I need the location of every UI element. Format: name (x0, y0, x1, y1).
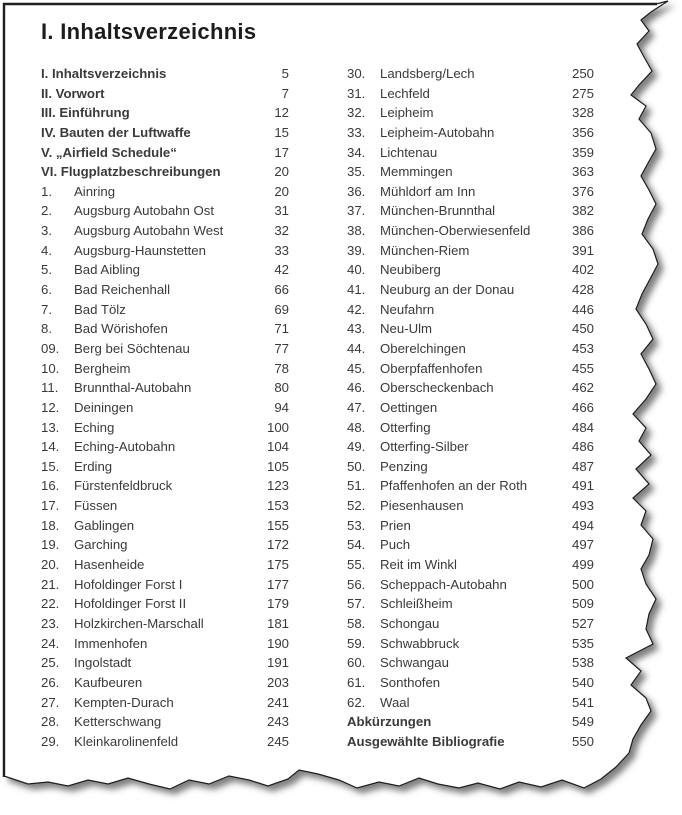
toc-entry-label: Lichtenau (380, 144, 438, 160)
toc-entry-label: I. Inhaltsverzeichnis (41, 66, 167, 81)
toc-entry-page: 77 (274, 340, 289, 356)
toc-entry-page: 190 (266, 635, 289, 651)
toc-entry (41, 575, 289, 595)
toc-entry-label: Füssen (74, 498, 118, 514)
toc-entry (347, 555, 594, 575)
toc-entry-number: 39. (347, 242, 366, 258)
toc-entry (347, 418, 594, 438)
toc-entry (347, 476, 594, 496)
toc-entry (41, 378, 289, 398)
toc-entry-label: Kaufbeuren (74, 674, 143, 690)
toc-entry-page: 42 (274, 262, 289, 278)
toc-entry-label: Ketterschwang (74, 714, 162, 730)
toc-entry-page: 181 (266, 615, 289, 631)
toc-entry (347, 143, 594, 163)
toc-entry-label: Ainring (74, 183, 116, 199)
toc-column-right (347, 64, 594, 751)
toc-entry-label: Augsburg Autobahn West (74, 223, 224, 239)
toc-entry-page: 7 (281, 85, 289, 101)
toc-entry (41, 516, 289, 536)
toc-entry-number: 26. (41, 674, 60, 690)
toc-entry-number: 57. (347, 596, 366, 612)
toc-entry (347, 221, 594, 241)
toc-entry-label: Gablingen (74, 517, 135, 533)
toc-entry-page: 241 (266, 694, 289, 710)
toc-entry-label: Ingolstadt (74, 655, 132, 671)
toc-entry-number: 52. (347, 498, 366, 514)
toc-entry-page: 177 (266, 576, 289, 592)
toc-entry-label: Immenhofen (74, 635, 148, 651)
toc-entry-label: Schleißheim (380, 596, 453, 612)
toc-entry-number: 29. (41, 733, 60, 749)
toc-entry-page: 20 (274, 164, 289, 180)
toc-entry-label: Schwangau (380, 655, 449, 671)
toc-entry-page: 541 (571, 694, 594, 710)
toc-entry-page: 428 (571, 282, 594, 298)
toc-entry-page: 450 (571, 321, 594, 337)
toc-entry-page: 5 (281, 66, 289, 81)
toc-entry-number: 50. (347, 458, 366, 474)
toc-entry-number: 34. (347, 144, 366, 160)
toc-entry (347, 653, 594, 673)
toc-entry-label: Lechfeld (380, 85, 430, 101)
toc-entry-page: 105 (266, 458, 289, 474)
toc-entry-label: III. Einführung (41, 105, 130, 121)
toc-entry-label: München-Riem (380, 242, 470, 258)
toc-entry-label: Oberpfaffenhofen (380, 360, 483, 376)
toc-entry-page: 484 (571, 419, 594, 435)
toc-entry (41, 143, 289, 163)
toc-entry-page: 80 (274, 380, 289, 396)
toc-entry (41, 398, 289, 418)
toc-entry-number: 40. (347, 262, 366, 278)
toc-entry-page: 20 (274, 183, 289, 199)
toc-entry (347, 182, 594, 202)
toc-entry-label: Eching (74, 419, 115, 435)
toc-entry (41, 614, 289, 634)
toc-column-left (41, 64, 289, 751)
toc-entry-number: 35. (347, 164, 366, 180)
toc-entry (347, 280, 594, 300)
toc-entry-label: Oettingen (380, 399, 438, 415)
toc-entry-number: 51. (347, 478, 366, 494)
toc-entry-label: Berg bei Söchtenau (74, 340, 190, 356)
toc-entry-page: 391 (571, 242, 594, 258)
toc-entry-number: 36. (347, 183, 366, 199)
toc-entry-label: Neufahrn (380, 301, 435, 317)
toc-entry-page: 245 (266, 733, 289, 749)
toc-entry (41, 555, 289, 575)
toc-entry-page: 275 (571, 85, 594, 101)
toc-entry-number: 20. (41, 557, 60, 573)
toc-entry-label: Kleinkarolinenfeld (74, 733, 179, 749)
toc-entry (347, 516, 594, 536)
toc-entry-label: Bad Aibling (74, 262, 140, 278)
toc-entry-page: 499 (571, 557, 594, 573)
toc-entry-page: 172 (266, 537, 289, 553)
toc-entry-number: 31. (347, 85, 366, 101)
toc-entry-page: 78 (274, 360, 289, 376)
toc-entry-number: 58. (347, 615, 366, 631)
toc-entry-number: 41. (347, 282, 366, 298)
toc-entry-page: 509 (571, 596, 594, 612)
toc-entry-number: 21. (41, 576, 60, 592)
toc-entry-page: 191 (266, 655, 289, 671)
toc-entry-label: Prien (380, 517, 411, 533)
toc-entry (41, 476, 289, 496)
toc-entry (347, 64, 594, 84)
toc-entry (347, 496, 594, 516)
toc-entry-number: 45. (347, 360, 366, 376)
toc-entry-page: 462 (571, 380, 594, 396)
toc-entry-page: 538 (571, 655, 594, 671)
toc-entry (41, 437, 289, 457)
toc-entry (41, 673, 289, 693)
toc-entry-number: 10. (41, 360, 60, 376)
toc-entry-page: 382 (571, 203, 594, 219)
toc-entry-page: 446 (571, 301, 594, 317)
toc-entry-label: Reit im Winkl (380, 557, 457, 573)
toc-entry (347, 575, 594, 595)
toc-entry-label: Otterfing (380, 419, 431, 435)
toc-entry (41, 300, 289, 320)
toc-entry (347, 673, 594, 693)
toc-entry-label: Bergheim (74, 360, 131, 376)
toc-entry (41, 260, 289, 280)
toc-entry-page: 250 (571, 66, 594, 81)
toc-entry (347, 712, 594, 732)
toc-entry-number: 11. (41, 380, 59, 396)
toc-entry-label: Neubiberg (380, 262, 441, 278)
toc-entry-number: 5. (41, 262, 52, 278)
toc-entry-label: Eching-Autobahn (74, 439, 176, 455)
toc-entry-label: Memmingen (380, 164, 453, 180)
toc-entry (41, 103, 289, 123)
toc-entry-number: 24. (41, 635, 60, 651)
toc-entry-label: Erding (74, 458, 113, 474)
toc-entry (41, 339, 289, 359)
page-title: I. Inhaltsverzeichnis (41, 19, 257, 44)
toc-entry-number: 6. (41, 282, 52, 298)
toc-entry (347, 732, 594, 752)
toc-entry-number: 47. (347, 399, 366, 415)
toc-entry-label: Kempten-Durach (74, 694, 174, 710)
toc-entry-number: 37. (347, 203, 366, 219)
toc-entry-number: 62. (347, 694, 366, 710)
toc-entry-label: München-Oberwiesenfeld (380, 223, 531, 239)
toc-entry-label: Bad Wörishofen (74, 321, 168, 337)
toc-entry (41, 221, 289, 241)
toc-entry-number: 09. (41, 340, 60, 356)
toc-entry-number: 30. (347, 66, 366, 81)
toc-entry-number: 54. (347, 537, 366, 553)
toc-entry (41, 359, 289, 379)
toc-entry-page: 535 (571, 635, 594, 651)
toc-entry-number: 22. (41, 596, 60, 612)
toc-entry (347, 123, 594, 143)
toc-entry-label: Augsburg Autobahn Ost (74, 203, 215, 219)
toc-entry-label: Oberscheckenbach (380, 380, 494, 396)
toc-entry-number: 4. (41, 242, 52, 258)
toc-entry-page: 123 (266, 478, 289, 494)
toc-entry (41, 693, 289, 713)
toc-entry-page: 71 (274, 321, 289, 337)
toc-entry (347, 693, 594, 713)
toc-entry-number: 2. (41, 203, 52, 219)
toc-entry-number: 32. (347, 105, 366, 121)
toc-entry (347, 260, 594, 280)
toc-entry-page: 66 (274, 282, 289, 298)
toc-entry-number: 38. (347, 223, 366, 239)
toc-entry-label: Hasenheide (74, 557, 145, 573)
toc-entry-page: 497 (571, 537, 594, 553)
toc-entry-page: 500 (571, 576, 594, 592)
toc-entry-label: Deiningen (74, 399, 134, 415)
toc-entry (347, 457, 594, 477)
toc-entry-page: 153 (266, 498, 289, 514)
toc-entry-number: 18. (41, 517, 60, 533)
toc-entry-page: 94 (274, 399, 289, 415)
toc-entry (41, 280, 289, 300)
toc-entry-page: 540 (571, 674, 594, 690)
toc-entry-label: Landsberg/Lech (380, 66, 475, 81)
toc-entry-number: 59. (347, 635, 366, 651)
toc-entry-number: 13. (41, 419, 60, 435)
toc-entry-label: Neuburg an der Donau (380, 282, 515, 298)
toc-entry (347, 378, 594, 398)
toc-entry-page: 453 (571, 340, 594, 356)
toc-entry (41, 201, 289, 221)
toc-entry-number: 1. (41, 183, 52, 199)
toc-entry-page: 31 (274, 203, 289, 219)
toc-entry (41, 64, 289, 84)
toc-entry (41, 496, 289, 516)
toc-entry (41, 535, 289, 555)
toc-entry-label: Brunnthal-Autobahn (74, 380, 192, 396)
toc-entry-label: Augsburg-Haunstetten (74, 242, 206, 258)
toc-entry (41, 712, 289, 732)
toc-entry (41, 123, 289, 143)
toc-entry-page: 466 (571, 399, 594, 415)
toc-entry-label: Holzkirchen-Marschall (74, 615, 204, 631)
toc-entry (347, 398, 594, 418)
toc-entry-label: Neu-Ulm (380, 321, 433, 337)
toc-entry-page: 494 (571, 517, 594, 533)
toc-entry-number: 33. (347, 124, 366, 140)
toc-entry-label: Sonthofen (380, 674, 441, 690)
toc-entry-page: 491 (571, 478, 594, 494)
toc-entry-label: Bad Reichenhall (74, 282, 171, 298)
toc-entry (41, 182, 289, 202)
toc-entry-label: Leipheim (380, 105, 434, 121)
toc-entry-number: 46. (347, 380, 366, 396)
toc-entry-number: 53. (347, 517, 366, 533)
toc-entry-label: Hofoldinger Forst II (74, 596, 187, 612)
toc-entry-page: 12 (274, 105, 289, 121)
toc-entry-number: 8. (41, 321, 52, 337)
toc-entry-page: 487 (571, 458, 594, 474)
toc-entry-number: 7. (41, 301, 52, 317)
toc-entry-number: 25. (41, 655, 60, 671)
toc-entry-page: 100 (266, 419, 289, 435)
toc-entry (41, 418, 289, 438)
toc-entry-page: 402 (571, 262, 594, 278)
toc-entry-page: 203 (266, 674, 289, 690)
toc-entry-page: 363 (571, 164, 594, 180)
toc-entry-number: 60. (347, 655, 366, 671)
toc-entry (347, 634, 594, 654)
toc-entry (347, 241, 594, 261)
toc-entry-page: 104 (266, 439, 289, 455)
toc-entry (347, 535, 594, 555)
toc-entry (41, 241, 289, 261)
toc-entry-label: Abkürzungen (347, 714, 432, 730)
toc-entry-number: 44. (347, 340, 366, 356)
toc-entry-number: 3. (41, 223, 52, 239)
toc-entry-label: V. „Airfield Schedule“ (41, 144, 177, 160)
toc-entry-number: 14. (41, 439, 60, 455)
toc-entry-number: 23. (41, 615, 60, 631)
toc-entry-number: 49. (347, 439, 366, 455)
toc-entry-number: 48. (347, 419, 366, 435)
toc-entry (41, 457, 289, 477)
toc-entry-page: 549 (571, 714, 594, 730)
toc-entry-number: 15. (41, 458, 60, 474)
toc-entry-label: Scheppach-Autobahn (380, 576, 507, 592)
toc-entry-label: Garching (74, 537, 128, 553)
toc-entry-page: 69 (274, 301, 289, 317)
toc-entry-number: 12. (41, 399, 60, 415)
toc-entry-label: Schwabbruck (380, 635, 460, 651)
toc-entry-number: 61. (347, 674, 366, 690)
toc-entry (41, 84, 289, 104)
toc-entry-label: Bad Tölz (74, 301, 126, 317)
toc-entry-label: Schongau (380, 615, 440, 631)
toc-entry-label: VI. Flugplatzbeschreibungen (41, 164, 221, 180)
toc-entry-page: 32 (274, 223, 289, 239)
toc-entry (41, 653, 289, 673)
toc-entry (347, 437, 594, 457)
toc-entry-label: Leipheim-Autobahn (380, 124, 495, 140)
toc-entry-label: Ausgewählte Bibliografie (347, 733, 505, 749)
toc-entry-page: 527 (571, 615, 594, 631)
toc-entry-label: Oberelchingen (380, 340, 466, 356)
toc-entry-label: Hofoldinger Forst I (74, 576, 183, 592)
toc-entry (347, 594, 594, 614)
toc-entry (347, 614, 594, 634)
toc-entry-page: 15 (274, 124, 289, 140)
toc-entry (41, 732, 289, 752)
toc-entry-label: Otterfing-Silber (380, 439, 469, 455)
toc-entry-label: IV. Bauten der Luftwaffe (41, 124, 191, 140)
toc-entry-number: 56. (347, 576, 366, 592)
toc-entry-number: 16. (41, 478, 60, 494)
toc-entry-label: Mühldorf am Inn (380, 183, 476, 199)
toc-entry (41, 594, 289, 614)
toc-entry-number: 43. (347, 321, 366, 337)
toc-entry (347, 103, 594, 123)
toc-entry (347, 300, 594, 320)
toc-entry-page: 328 (571, 105, 594, 121)
toc-entry (347, 162, 594, 182)
toc-entry-label: München-Brunnthal (380, 203, 496, 219)
toc-entry-page: 486 (571, 439, 594, 455)
toc-entry-page: 243 (266, 714, 289, 730)
toc-entry-number: 27. (41, 694, 60, 710)
toc-entry (347, 359, 594, 379)
toc-entry-label: Penzing (380, 458, 428, 474)
toc-entry-number: 28. (41, 714, 60, 730)
toc-entry-page: 33 (274, 242, 289, 258)
toc-entry-label: II. Vorwort (41, 85, 105, 101)
toc-entry (347, 339, 594, 359)
toc-entry (41, 634, 289, 654)
toc-entry-page: 175 (266, 557, 289, 573)
toc-entry (41, 319, 289, 339)
toc-entry-page: 356 (571, 124, 594, 140)
toc-entry-label: Piesenhausen (380, 498, 464, 514)
toc-entry-page: 386 (571, 223, 594, 239)
toc-entry-page: 17 (274, 144, 289, 160)
toc-entry-number: 42. (347, 301, 366, 317)
toc-entry-label: Waal (380, 694, 410, 710)
toc-entry-page: 493 (571, 498, 594, 514)
toc-entry-page: 155 (266, 517, 289, 533)
toc-entry-label: Pfaffenhofen an der Roth (380, 478, 528, 494)
toc-entry-page: 550 (571, 733, 594, 749)
toc-entry (41, 162, 289, 182)
toc-entry-label: Puch (380, 537, 411, 553)
toc-entry-page: 455 (571, 360, 594, 376)
toc-entry (347, 201, 594, 221)
toc-entry-number: 17. (41, 498, 60, 514)
toc-entry-number: 19. (41, 537, 60, 553)
toc-entry-page: 376 (571, 183, 594, 199)
toc-entry-page: 179 (266, 596, 289, 612)
toc-entry-label: Fürstenfeldbruck (74, 478, 173, 494)
toc-entry (347, 319, 594, 339)
toc-entry-page: 359 (571, 144, 594, 160)
toc-entry-number: 55. (347, 557, 366, 573)
toc-entry (347, 84, 594, 104)
